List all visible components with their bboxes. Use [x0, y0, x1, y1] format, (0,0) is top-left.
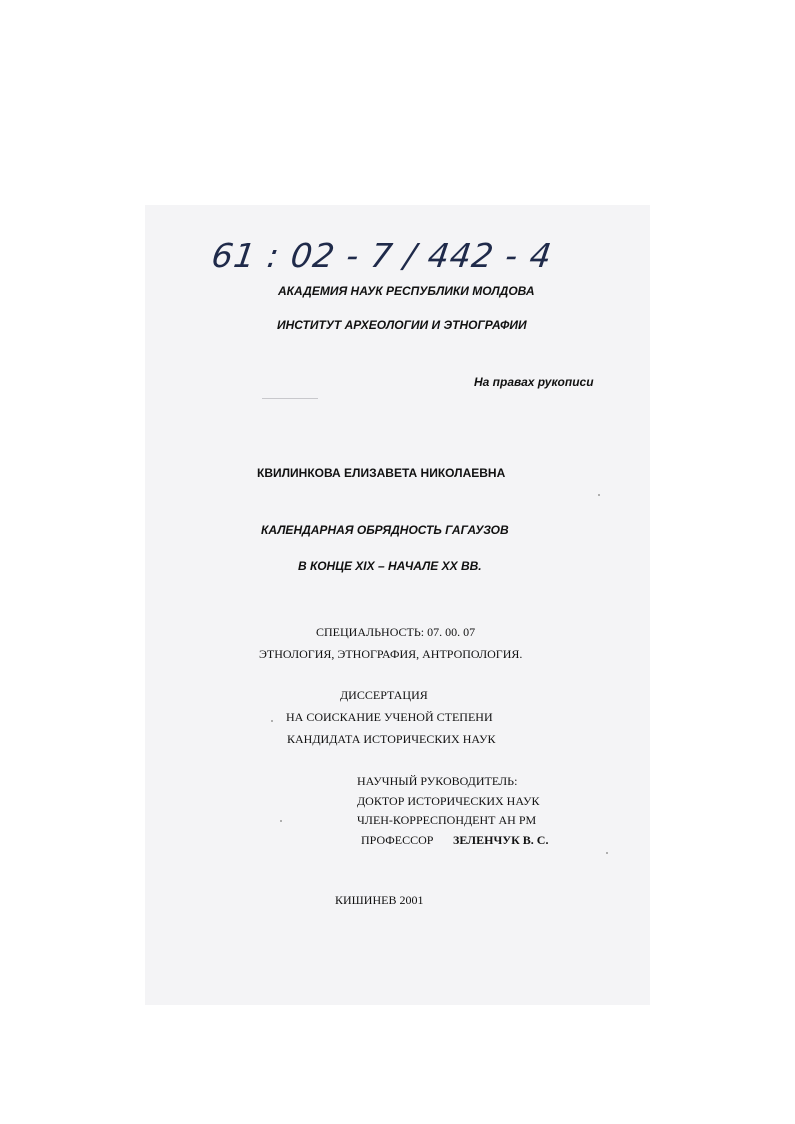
supervisor-membership: ЧЛЕН-КОРРЕСПОНДЕНТ АН РМ: [357, 813, 537, 827]
dissertation-label: ДИССЕРТАЦИЯ: [340, 688, 428, 702]
supervisor-degree: ДОКТОР ИСТОРИЧЕСКИХ НАУК: [357, 794, 540, 808]
divider: [262, 398, 318, 399]
supervisor-name: ЗЕЛЕНЧУК В. С.: [453, 833, 549, 847]
scan-speck: [271, 720, 273, 722]
handwritten-registry-code: 61 : 02 - 7 / 442 - 4: [209, 236, 555, 275]
specialty-code: СПЕЦИАЛЬНОСТЬ: 07. 00. 07: [316, 625, 476, 639]
supervisor-title: ПРОФЕССОР: [361, 833, 434, 847]
academy-name: АКАДЕМИЯ НАУК РЕСПУБЛИКИ МОЛДОВА: [278, 284, 535, 298]
specialty-name: ЭТНОЛОГИЯ, ЭТНОГРАФИЯ, АНТРОПОЛОГИЯ.: [259, 647, 523, 661]
scan-speck: [598, 494, 600, 496]
dissertation-title-line-2: В КОНЦЕ XIX – НАЧАЛЕ XX ВВ.: [298, 559, 482, 573]
supervisor-label: НАУЧНЫЙ РУКОВОДИТЕЛЬ:: [357, 774, 518, 788]
scan-speck: [280, 820, 282, 822]
institute-name: ИНСТИТУТ АРХЕОЛОГИИ И ЭТНОГРАФИИ: [277, 318, 527, 332]
author-name: КВИЛИНКОВА ЕЛИЗАВЕТА НИКОЛАЕВНА: [257, 466, 506, 480]
degree-line-2: КАНДИДАТА ИСТОРИЧЕСКИХ НАУК: [287, 732, 496, 746]
scan-speck: [606, 852, 608, 854]
dissertation-title-line-1: КАЛЕНДАРНАЯ ОБРЯДНОСТЬ ГАГАУЗОВ: [261, 523, 509, 537]
degree-line-1: НА СОИСКАНИЕ УЧЕНОЙ СТЕПЕНИ: [286, 710, 493, 724]
place-and-year: КИШИНЕВ 2001: [335, 893, 424, 907]
manuscript-rights-note: На правах рукописи: [474, 375, 594, 389]
